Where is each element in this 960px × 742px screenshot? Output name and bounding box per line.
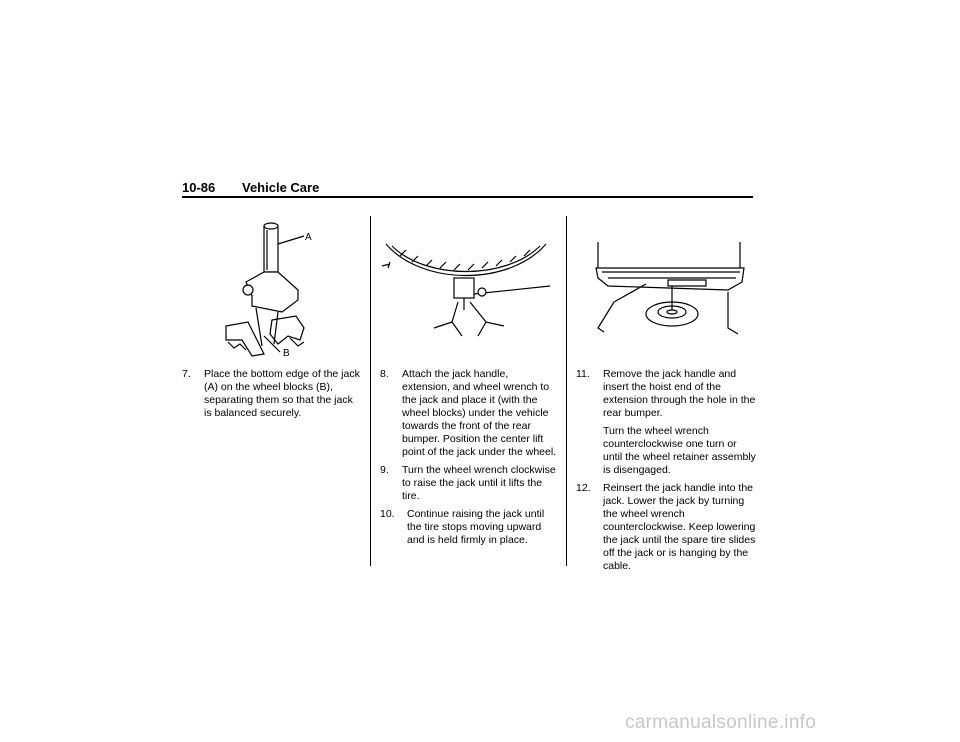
step-text: Attach the jack handle, extension, and wheel wrench to the jack and place it (with the wheel blocks) under the vehicle towards the front of the rear bumper. Position the center lift point of the jack under the wheel. xyxy=(402,368,557,458)
step-number: 11. xyxy=(576,368,590,380)
column-3-text xyxy=(576,368,756,578)
column-divider-1 xyxy=(370,216,371,566)
column-divider-2 xyxy=(566,216,567,566)
step-9 xyxy=(380,464,558,503)
step-7 xyxy=(182,368,360,420)
header-rule xyxy=(182,196,753,198)
watermark: carmanualsonline.info xyxy=(625,712,817,733)
step-11 xyxy=(576,368,756,420)
step-number: 8. xyxy=(380,368,389,380)
step-number: 7. xyxy=(182,368,191,380)
figure-spare-tire-bumper xyxy=(578,238,746,342)
column-1-text xyxy=(182,368,360,425)
step-8 xyxy=(380,368,558,459)
step-text: Place the bottom edge of the jack (A) on the wheel blocks (B), separating them so that the jack is balanced securely. xyxy=(204,368,360,419)
step-text: Reinsert the jack handle into the jack. Lower the jack by turning the wheel wrench counterclockwise. Keep lowering the jack until the spare tire slides off the jack or is hanging by the cable. xyxy=(603,482,756,572)
step-11-subparagraph: Turn the wheel wrench counterclockwise one turn or until the wheel retainer assembly is disengaged. xyxy=(603,425,756,476)
step-number: 10. xyxy=(380,508,395,520)
step-12 xyxy=(576,482,756,573)
page-number: 10-86 xyxy=(182,180,216,195)
step-text: Turn the wheel wrench clockwise to raise the jack until it lifts the tire. xyxy=(402,464,556,502)
section-title: Vehicle Care xyxy=(242,180,320,195)
step-text: Remove the jack handle and insert the hoist end of the extension through the hole in the rear bumper. xyxy=(603,368,756,419)
step-number: 12. xyxy=(576,482,591,494)
column-2-text xyxy=(380,368,558,552)
figure-jack-under-tire xyxy=(382,236,550,346)
step-text: Continue raising the jack until the tire stops moving upward and is held firmly in place. xyxy=(407,508,545,546)
callout-a: A xyxy=(305,232,312,243)
step-10 xyxy=(380,508,558,547)
step-number: 9. xyxy=(380,464,389,476)
callout-b: B xyxy=(283,348,290,359)
